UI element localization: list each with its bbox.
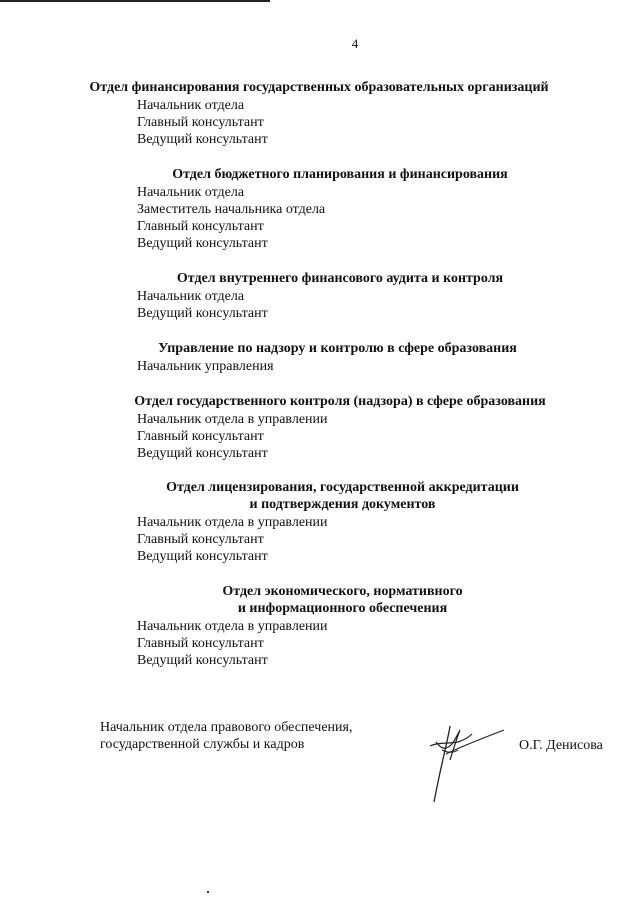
section-supervision-department (0, 340, 640, 375)
scan-artifact-dot (207, 891, 209, 893)
scan-edge-line (0, 0, 270, 2)
signatory-name: О.Г. Денисова (519, 738, 603, 753)
section-budget-planning (0, 166, 640, 252)
position-list (0, 288, 640, 322)
position-item: Ведущий консультант (137, 132, 268, 147)
position-item: Главный консультант (137, 115, 264, 130)
section-heading: Отдел внутреннего финансового аудита и контроля (176, 271, 504, 286)
section-financing-edu-orgs (0, 79, 640, 148)
section-heading-continued: и подтверждения документов (249, 497, 436, 512)
position-item: Главный консультант (137, 219, 264, 234)
position-item: Ведущий консультант (137, 653, 268, 668)
section-economic-normative (0, 583, 640, 669)
position-item: Главный консультант (137, 429, 264, 444)
signatory-position-line: Начальник отдела правового обеспечения, (100, 720, 353, 735)
section-heading: Отдел бюджетного планирования и финансирования (172, 167, 508, 182)
position-item: Главный консультант (137, 532, 264, 547)
section-internal-audit (0, 270, 640, 322)
position-item: Начальник управления (137, 359, 274, 374)
position-item: Главный консультант (137, 636, 264, 651)
signatory-position-line: государственной службы и кадров (100, 737, 305, 752)
position-list (0, 411, 640, 462)
position-item: Ведущий консультант (137, 446, 268, 461)
position-item: Заместитель начальника отдела (137, 202, 326, 217)
position-item: Ведущий консультант (137, 306, 268, 321)
position-item: Ведущий консультант (137, 236, 268, 251)
position-item: Начальник отдела в управлении (137, 619, 328, 634)
position-list (0, 618, 640, 669)
section-heading: Отдел государственного контроля (надзора) в сфере образования (134, 394, 546, 409)
position-item: Начальник отдела (137, 98, 245, 113)
section-heading: Отдел финансирования государственных образовательных организаций (89, 80, 549, 95)
position-list (0, 184, 640, 252)
section-heading: Управление по надзору и контролю в сфере образования (158, 341, 517, 356)
position-item: Начальник отдела в управлении (137, 412, 328, 427)
position-item: Начальник отдела в управлении (137, 515, 328, 530)
position-item: Ведущий консультант (137, 549, 268, 564)
section-licensing (0, 479, 640, 565)
signatory-position (100, 719, 352, 753)
position-item: Начальник отдела (137, 289, 245, 304)
section-state-control (0, 393, 640, 462)
section-heading: Отдел экономического, нормативного (222, 584, 463, 599)
section-heading-continued: и информационного обеспечения (237, 601, 448, 616)
position-item: Начальник отдела (137, 185, 245, 200)
handwritten-signature (428, 720, 508, 810)
page-number: 4 (351, 36, 359, 51)
section-heading: Отдел лицензирования, государственной аккредитации (166, 480, 519, 495)
position-list (0, 358, 640, 375)
position-list (0, 514, 640, 565)
position-list (0, 97, 640, 148)
